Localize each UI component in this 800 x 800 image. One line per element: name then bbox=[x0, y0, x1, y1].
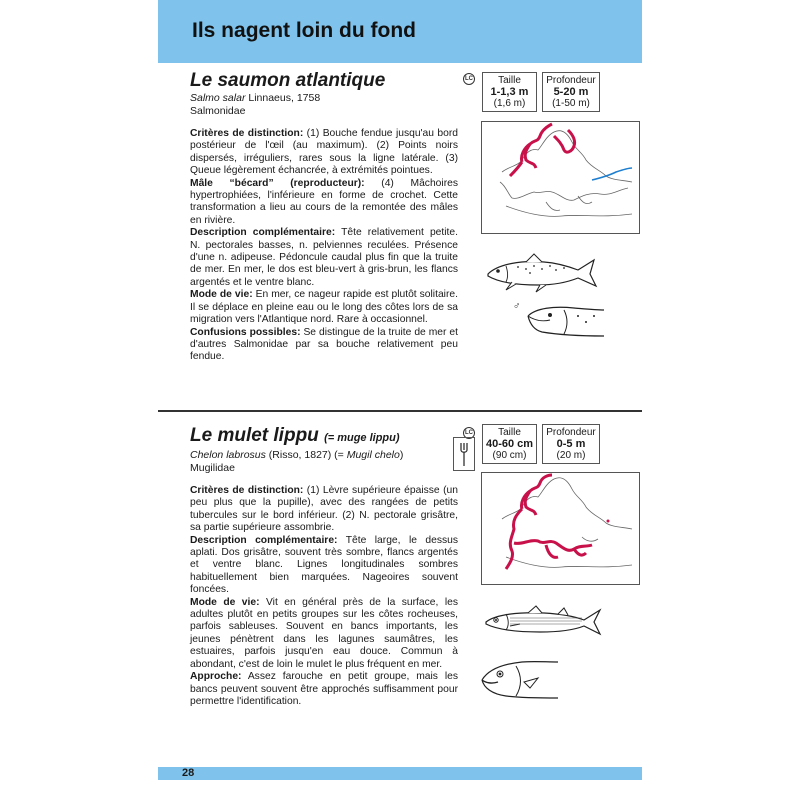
chapter-header bbox=[158, 0, 642, 63]
distribution-map bbox=[481, 121, 640, 234]
description-text: Critères de distinction: (1) Lèvre supérieure épaisse (un peu plus que la pupille), avec des rangées de petits tubercules sur le bord inférieur. (2) N. pectorale grisâtre, sa partie supérieure assombrie. Description complémentaire: Tête large, le dessus aplati. Dos grisâtre, souvent très sombre, flancs argentés et ventre blanc. Lignes longitudinales sombres habituellement bien marquées. Nageoires souvent foncées. Mode de vie: Vit en général près de la surface, les adultes plutôt en petits groupes sur les côtes rocheuses, parfois sableuses. Souvent en bancs importants, les jeunes pénètrent dans les lagunes saumâtres, les estuaires, parfois jusqu'en eau douce. Commun à abondant, c'est de loin le mulet le plus fréquent en mer. Approche: Assez farouche en petit groupe, mais les bancs peuvent souvent être approchés suffisamment pour permettre l'identification. bbox=[190, 485, 459, 707]
depth-box: Profondeur 5-20 m (1-50 m) bbox=[542, 72, 600, 112]
species-entry-salmon bbox=[190, 70, 458, 364]
edible-box bbox=[453, 437, 475, 471]
scientific-name: Chelon labrosus (Risso, 1827) (= Mugil chelo) bbox=[190, 449, 404, 461]
europe-map-illustration bbox=[482, 473, 640, 585]
mullet-illustration bbox=[482, 602, 606, 642]
distribution-map bbox=[481, 472, 640, 585]
fork-icon bbox=[454, 438, 474, 470]
salmon-illustration bbox=[482, 252, 602, 294]
conservation-badge: LC bbox=[463, 73, 475, 85]
salmon-male-head-illustration bbox=[524, 302, 604, 342]
description-text: Critères de distinction: (1) Bouche fendue jusqu'au bord postérieur de l'œil (au maximum). (2) Points noirs dispersés, irréguliers, rares sous la ligne latérale. (3) Queue légèrement échancrée, à extrémités pointues. Mâle “bécard” (reproducteur): (4) Mâchoires hypertrophiées, l'inférieure en forme de crochet. Cette transformation a lieu au cours de la remontée des mâles en rivière. Description complémentaire: Tête relativement petite. N. pectorales basses, n. pelviennes reculées. Présence d'une n. adipeuse. Pédoncule caudal plus fin que la truite de mer. En mer, le dos est bleu-vert à gris-brun, les flancs argentés et le ventre blanc. Mode de vie: En mer, ce nageur rapide est plutôt solitaire. Il se déplace en pleine eau ou le long des côtes lors de sa migration vers l'Atlantique nord. Rare à occasionnel. Confusions possibles: Se distingue de la truite de mer et d'autres Salmonidae par sa bouche relativement peu fendue. bbox=[190, 128, 459, 363]
species-name: Le mulet lippu (= muge lippu) bbox=[190, 425, 400, 446]
page-footer bbox=[158, 767, 642, 780]
chapter-title: Ils nagent loin du fond bbox=[192, 19, 416, 42]
page-number: 28 bbox=[182, 767, 195, 779]
species-name: Le saumon atlantique bbox=[190, 70, 386, 91]
size-box: Taille 1-1,3 m (1,6 m) bbox=[482, 72, 537, 112]
species-entry-mullet bbox=[190, 425, 458, 708]
depth-box: Profondeur 0-5 m (20 m) bbox=[542, 424, 600, 464]
mullet-head-illustration bbox=[478, 656, 558, 700]
family-name: Salmonidae bbox=[190, 105, 246, 117]
family-name: Mugilidae bbox=[190, 462, 235, 474]
scientific-name: Salmo salar Linnaeus, 1758 bbox=[190, 92, 321, 104]
europe-map-illustration bbox=[482, 122, 640, 234]
size-box: Taille 40-60 cm (90 cm) bbox=[482, 424, 537, 464]
section-divider bbox=[158, 410, 642, 412]
male-symbol: ♂ bbox=[513, 301, 521, 312]
conservation-badge: LC bbox=[463, 427, 475, 439]
